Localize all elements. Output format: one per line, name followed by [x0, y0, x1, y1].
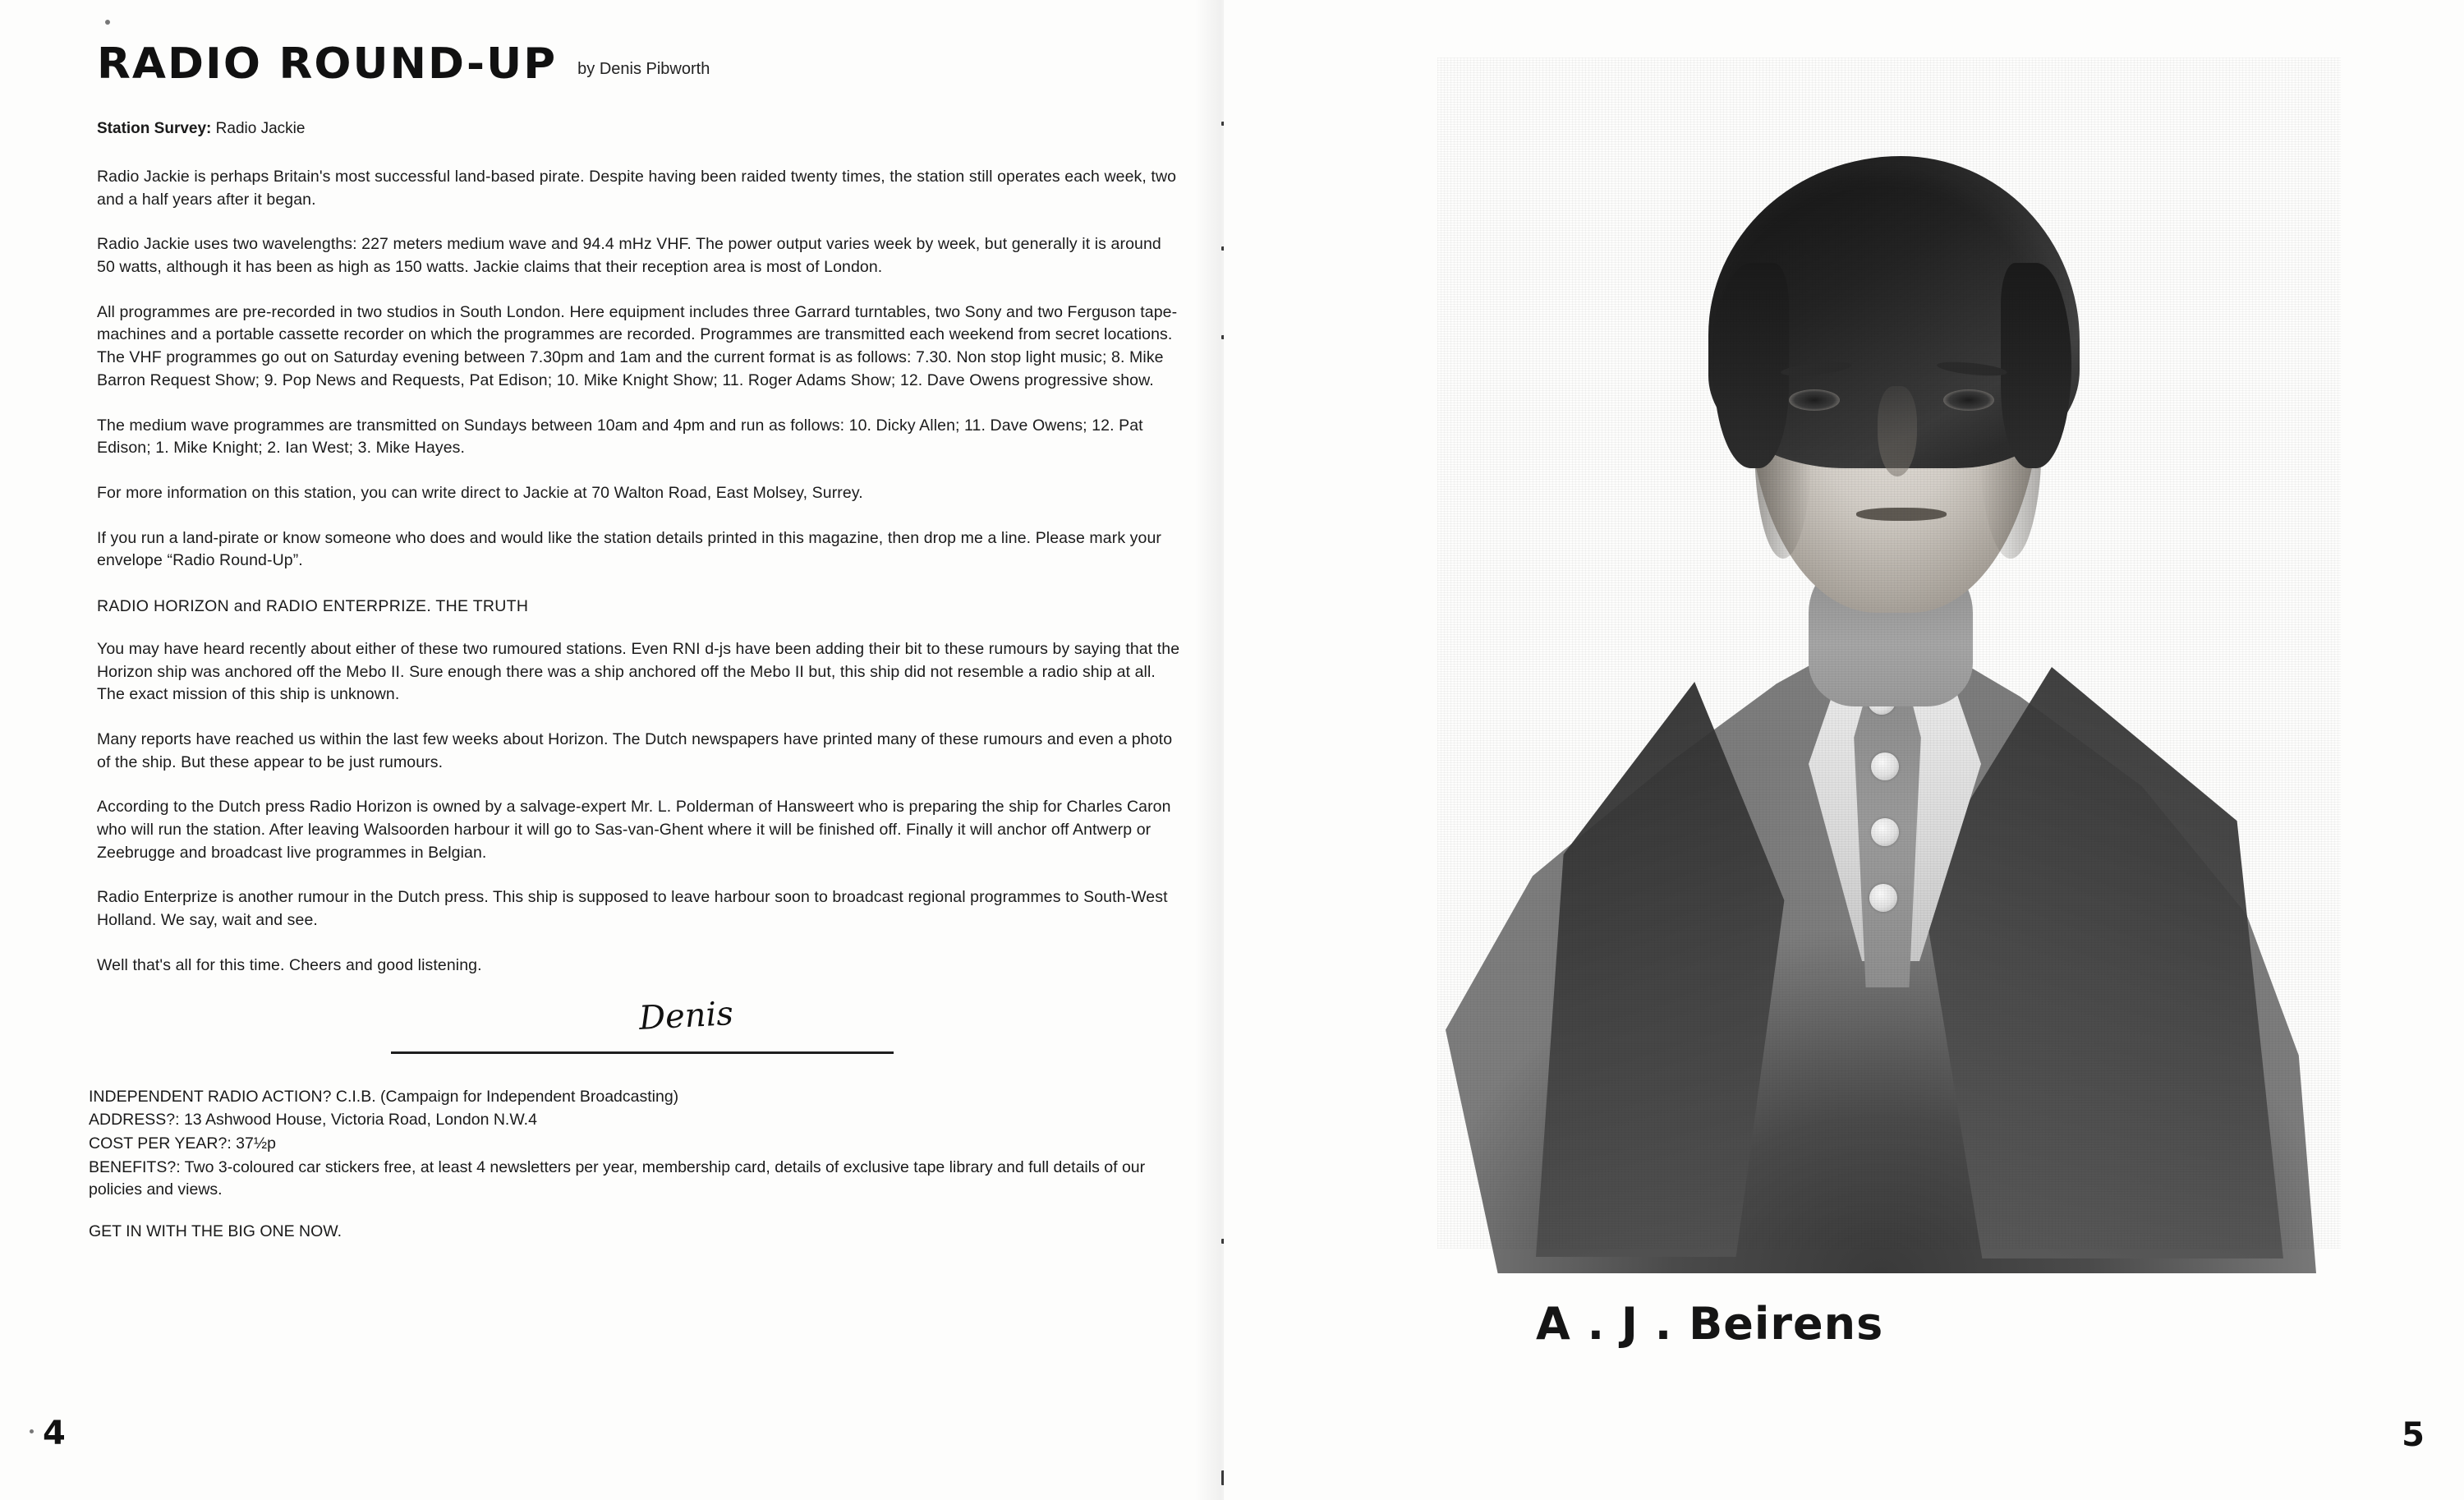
portrait-hair-sideburn-right: [2001, 263, 2071, 468]
article-headline: RADIO ROUND-UP: [97, 39, 558, 89]
author-signature: Denis: [637, 994, 734, 1038]
footer-line: ADDRESS?: 13 Ashwood House, Victoria Road, London N.W.4: [89, 1111, 537, 1130]
scan-speck: [105, 20, 110, 25]
signature-block: [97, 996, 1181, 1074]
portrait-mouth: [1856, 508, 1947, 521]
portrait-figure: [1437, 58, 2341, 1249]
paragraph: The medium wave programmes are transmitted on Sundays between 10am and 4pm and run as follows: 10. Dicky Allen; 11. Dave Owens; 12. Pat Edison; 1. Mike Knight; 2. Ian West; 3. Mike Hayes.: [97, 416, 1143, 458]
page-number-left: 4: [43, 1415, 66, 1452]
station-survey-line: [97, 120, 1181, 138]
footer-line: COST PER YEAR?: 37½p: [89, 1134, 276, 1153]
photo-caption: A . J . Beirens: [1536, 1298, 1884, 1350]
scan-speck: [30, 1429, 34, 1433]
tie-dot: [1871, 818, 1899, 846]
paragraph: Radio Jackie is perhaps Britain's most successful land-based pirate. Despite having been raided twenty times, the station still operates each week, two and a half years after it began.: [97, 168, 1177, 209]
article-byline: by Denis Pibworth: [577, 60, 710, 78]
paragraph: All programmes are pre-recorded in two studios in South London. Here equipment includes three Garrard turntables, two Sony and two Ferguson tape-machines and a portable cassette recorder on which the programmes are recorded. Programmes are transmitted each weekend from secret locations. The VHF programmes go out on Saturday evening between 7.30pm and 1am and the current format is as follows: 7.30. Non stop light music; 8. Mike Barron Request Show; 9. Pop News and Requests, Pat Edison; 10. Mike Knight Show; 11. Roger Adams Show; 12. Dave Owens progressive show.: [97, 302, 1178, 389]
portrait-nose: [1878, 386, 1917, 476]
paragraph: For more information on this station, you can write direct to Jackie at 70 Walton Road, East Molsey, Surrey.: [97, 483, 863, 502]
footer-line: BENEFITS?: Two 3-coloured car stickers free, at least 4 newsletters per year, membership card, details of exclusive tape library and full details of our policies and views.: [89, 1158, 1146, 1199]
paragraph: Many reports have reached us within the last few weeks about Horizon. The Dutch newspapers have printed many of these rumours and even a photo of the ship. But these appear to be just rumours.: [97, 730, 1173, 771]
station-survey-label: Station Survey:: [97, 120, 212, 137]
footer-line: INDEPENDENT RADIO ACTION? C.I.B. (Campaign for Independent Broadcasting): [89, 1087, 679, 1106]
page-number-right: 5: [2402, 1416, 2425, 1454]
portrait-eye-right: [1943, 389, 1994, 411]
station-survey-value: Radio Jackie: [215, 120, 306, 137]
tie-dot: [1869, 884, 1897, 912]
paragraph: Radio Jackie uses two wavelengths: 227 meters medium wave and 94.4 mHz VHF. The power output varies week by week, but generally it is around 50 watts, although it has been as high as 150 watts. Jackie claims that their reception area is most of London.: [97, 235, 1161, 277]
advert-footer-block: [89, 1086, 1181, 1202]
article-radio-round-up: [89, 39, 1181, 1241]
portrait-eye-left: [1789, 389, 1840, 411]
horizontal-rule: [391, 1051, 894, 1054]
headline-row: [97, 39, 1181, 89]
portrait-hair-sideburn-left: [1713, 263, 1789, 468]
paragraph: According to the Dutch press Radio Horizon is owned by a salvage-expert Mr. L. Polderman of Hansweert who is preparing the ship for Charles Caron who will run the station. After leaving Walsoorden harbour it will go to Sas-van-Ghent where it will be finished off. Finally it will anchor off Antwerp or Zeebrugge and broadcast live programmes in Belgian.: [97, 798, 1171, 862]
footer-call-to-action: GET IN WITH THE BIG ONE NOW.: [89, 1222, 342, 1241]
paragraph: You may have heard recently about either of these two rumoured stations. Even RNI d-js have been adding their bit to these rumours by saying that the Horizon ship was anchored off the Mebo II. Sure enough there was a ship anchored off the Mebo II but, this ship did not resemble a radio ship at all. The exact mission of this ship is unknown.: [97, 639, 1180, 704]
paragraph: If you run a land-pirate or know someone who does and would like the station details printed in this magazine, then drop me a line. Please mark your envelope “Radio Round-Up”.: [97, 528, 1162, 570]
paragraph: Well that's all for this time. Cheers and good listening.: [97, 955, 482, 974]
right-page: [1224, 0, 2464, 1500]
left-page: [0, 0, 1224, 1500]
paragraph: Radio Enterprize is another rumour in the Dutch press. This ship is supposed to leave harbour soon to broadcast regional programmes to South-West Holland. We say, wait and see.: [97, 888, 1168, 930]
portrait-photo: [1437, 58, 2407, 1350]
tie-dot: [1871, 752, 1899, 780]
section-subheading: RADIO HORIZON and RADIO ENTERPRIZE. THE TRUTH: [97, 596, 529, 615]
